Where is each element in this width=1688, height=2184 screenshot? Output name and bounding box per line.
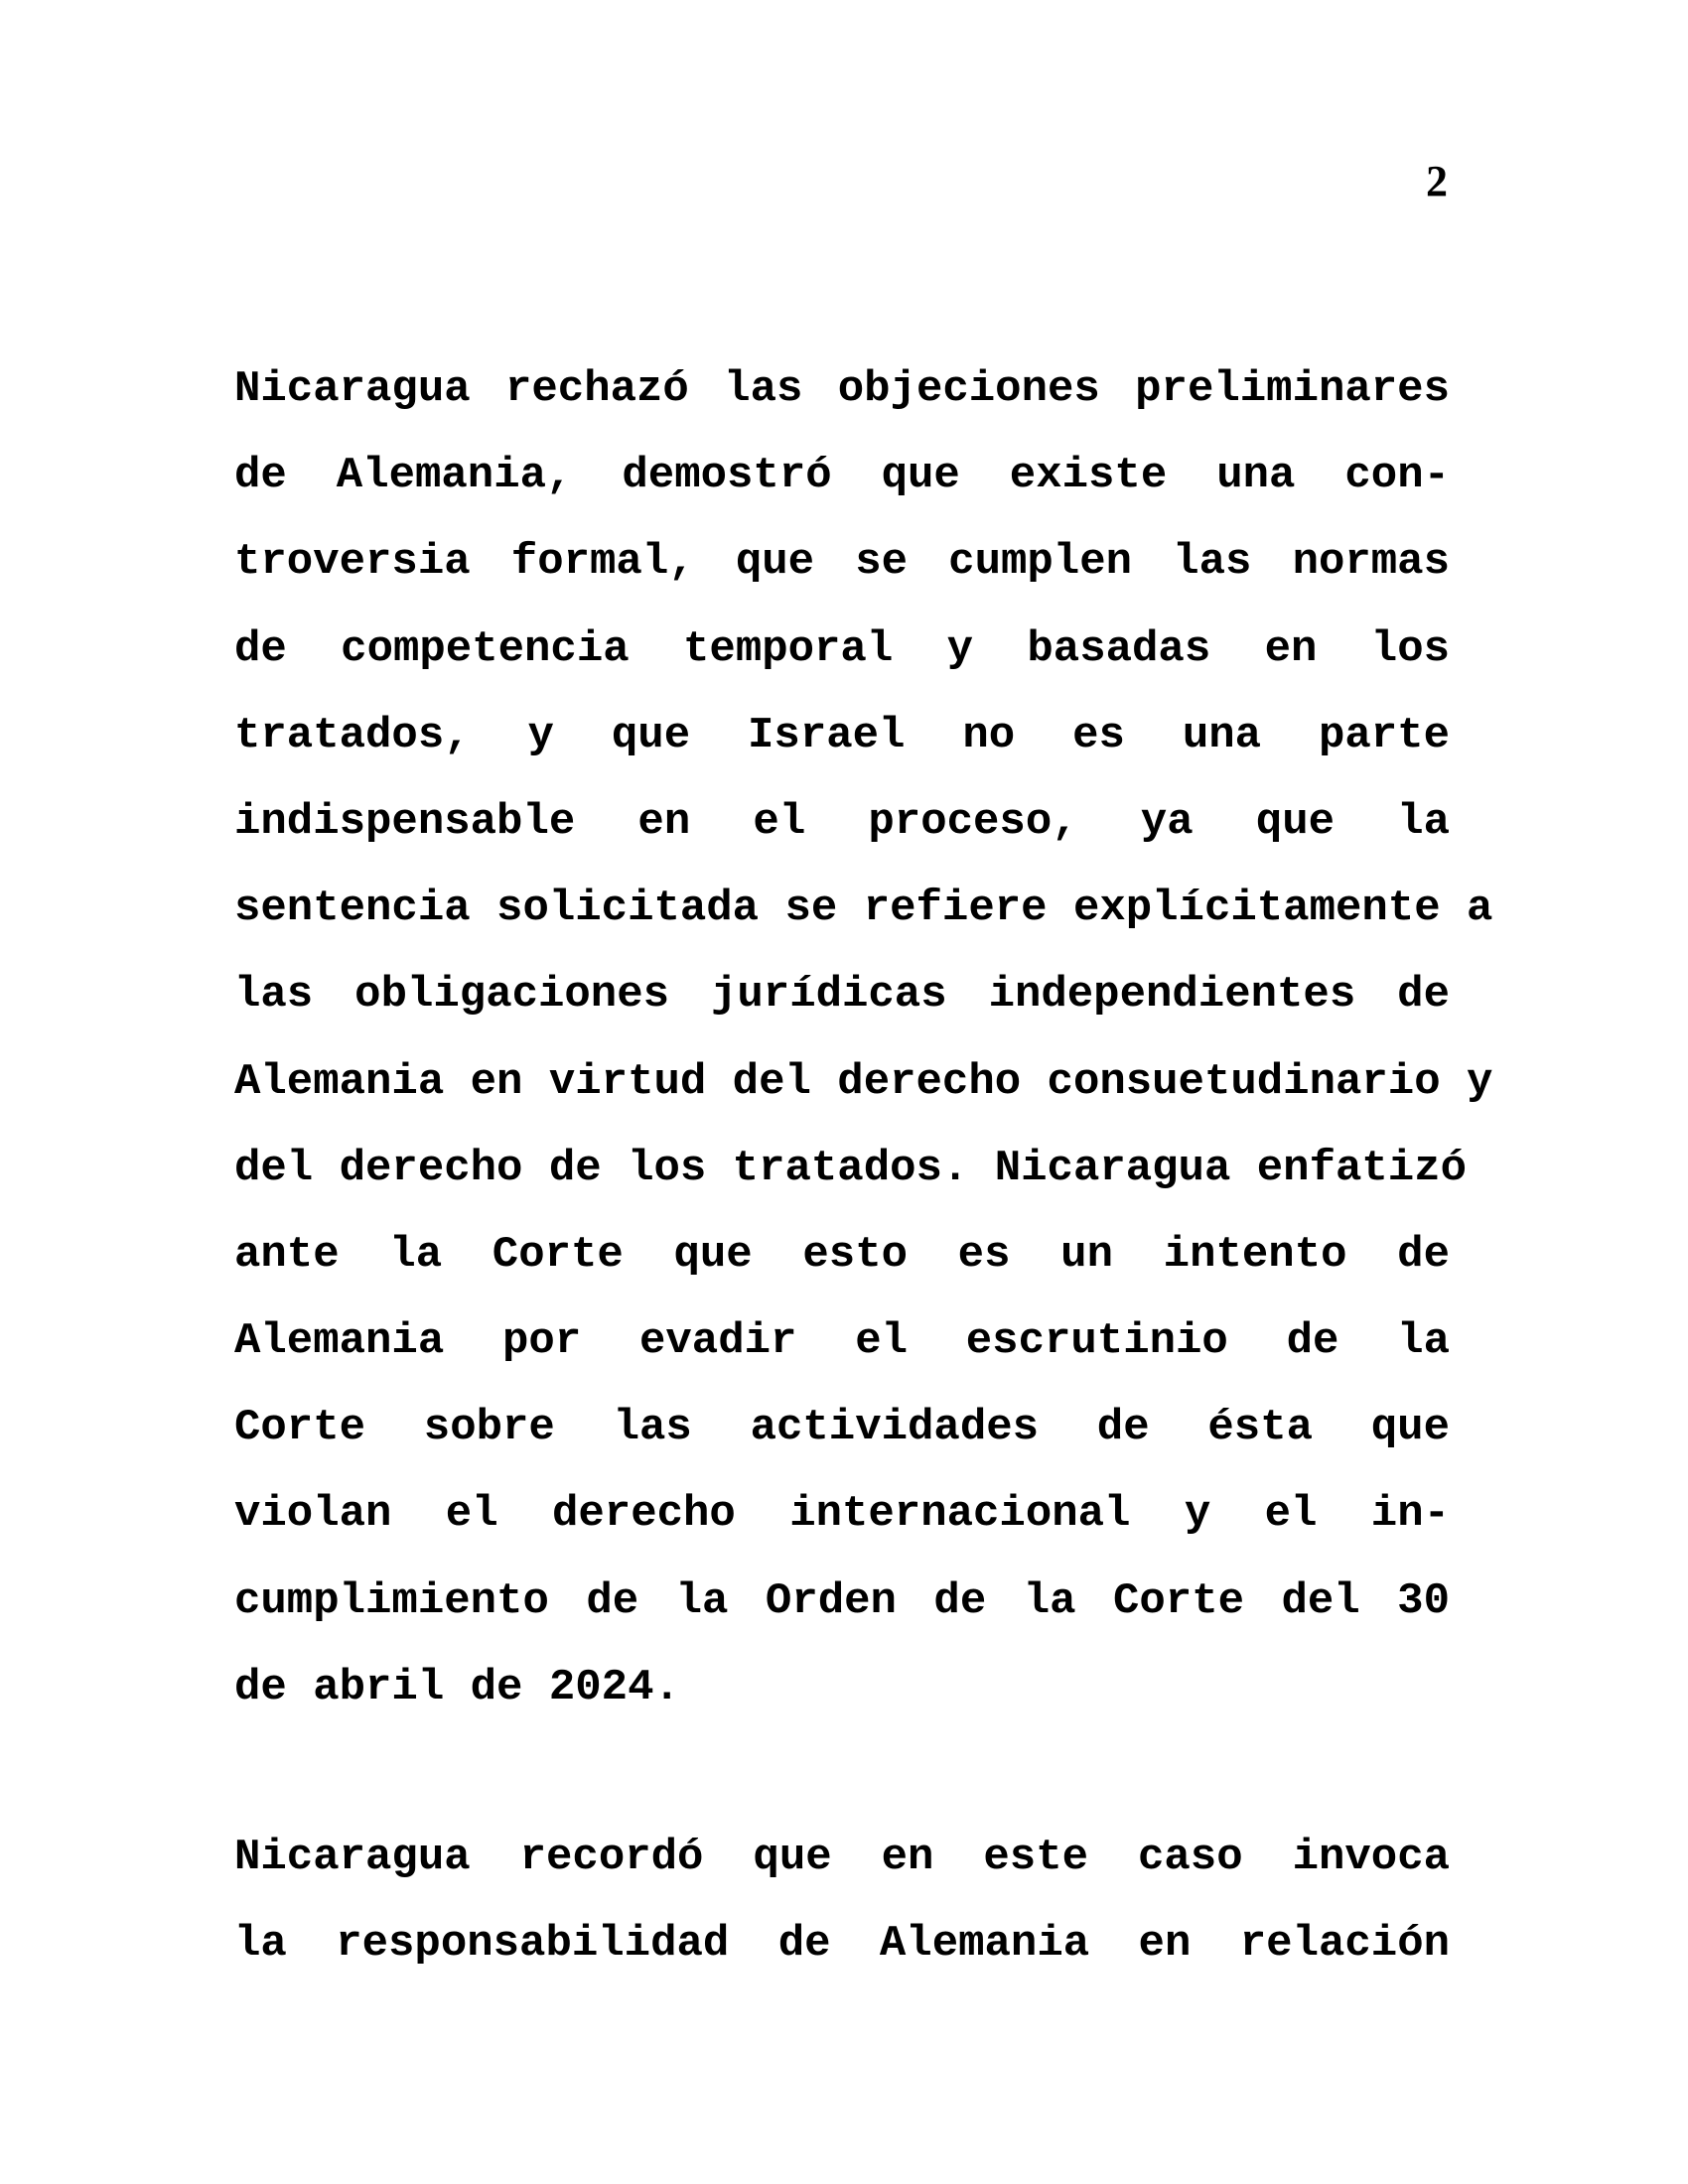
- paragraph-line: las obligaciones jurídicas independientes de: [234, 970, 1450, 1021]
- paragraph-line: de Alemania, demostró que existe una con-: [234, 451, 1450, 501]
- paragraph-line: Nicaragua recordó que en este caso invoca: [234, 1833, 1450, 1882]
- paragraph-1: [234, 346, 1493, 1731]
- paragraph-line: Alemania en virtud del derecho consuetudinario y: [234, 1056, 1493, 1107]
- paragraph-line: sentencia solicitada se refiere explícitamente a: [234, 884, 1493, 934]
- paragraph-line: ante la Corte que esto es un intento de: [234, 1229, 1450, 1280]
- paragraph-2: [234, 1815, 1450, 1987]
- paragraph-line: violan el derecho internacional y el in-: [234, 1489, 1450, 1540]
- paragraph-line: tratados, y que Israel no es una parte: [234, 710, 1450, 760]
- page-number: 2: [1426, 157, 1448, 205]
- paragraph-line: Nicaragua rechazó las objeciones preliminares: [234, 364, 1450, 414]
- paragraph-line: cumplimiento de la Orden de la Corte del 30: [234, 1575, 1450, 1626]
- paragraph-line: de abril de 2024.: [234, 1662, 680, 1712]
- paragraph-line: del derecho de los tratados. Nicaragua enfatizó: [234, 1143, 1468, 1193]
- paragraph-line: Alemania por evadir el escrutinio de la: [234, 1316, 1450, 1367]
- paragraph-line: Corte sobre las actividades de ésta que: [234, 1403, 1450, 1453]
- paragraph-line: troversia formal, que se cumplen las normas: [234, 537, 1450, 588]
- paragraph-line: de competencia temporal y basadas en los: [234, 623, 1450, 674]
- paragraph-line: indispensable en el proceso, ya que la: [234, 796, 1450, 847]
- paragraph-line: la responsabilidad de Alemania en relación: [234, 1919, 1450, 1970]
